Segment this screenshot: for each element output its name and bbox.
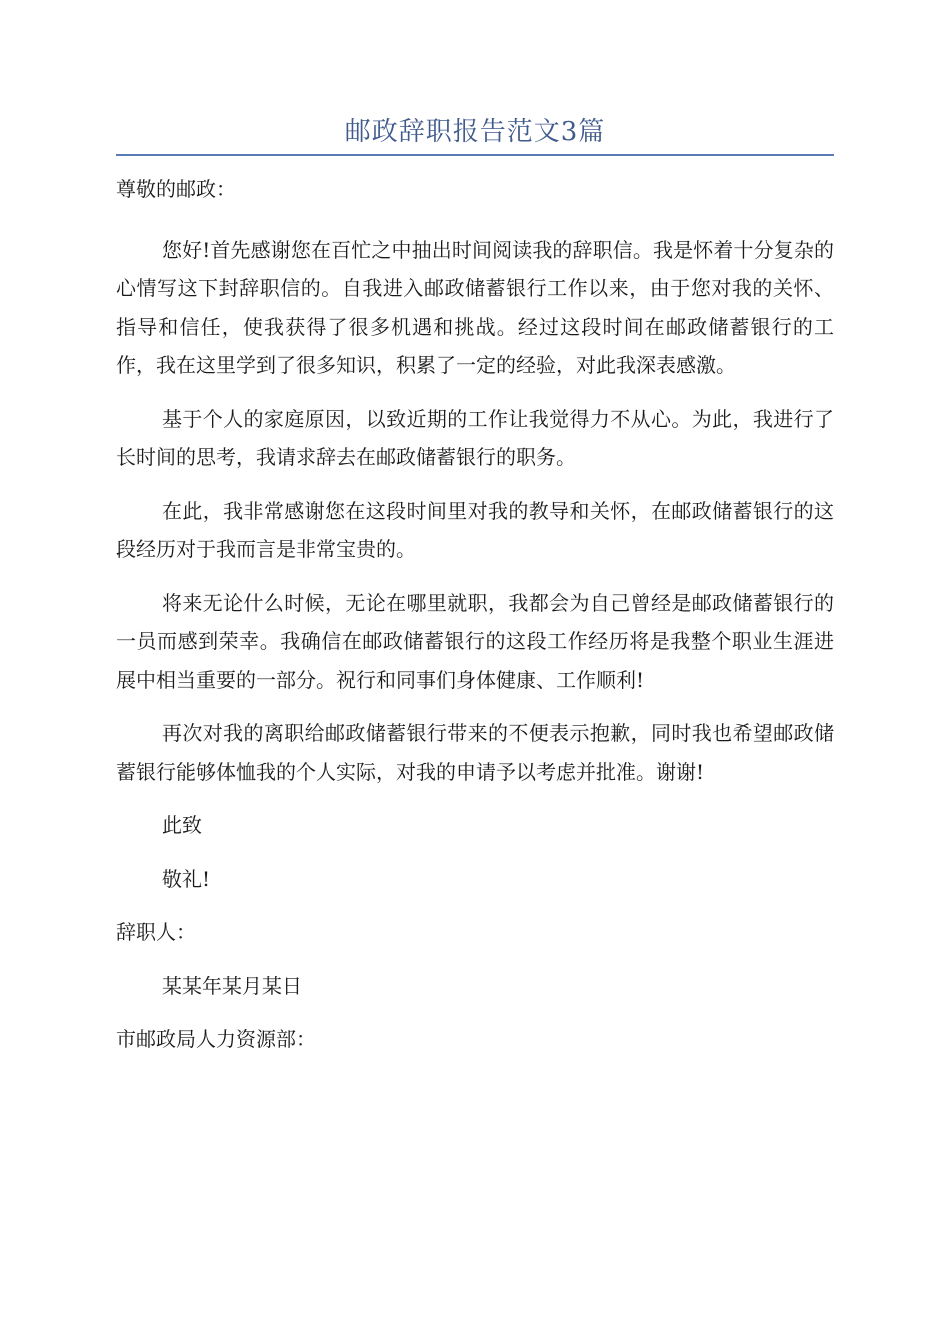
closing-line-2: 敬礼! [162, 866, 211, 891]
next-letter-salutation: 市邮政局人力资源部： [116, 1027, 316, 1051]
document-body [116, 148, 834, 1059]
document-title: 邮政辞职报告范文3篇 [344, 117, 606, 147]
paragraph-4: 将来无论什么时候，无论在哪里就职，我都会为自己曾经是邮政储蓄银行的一员而感到荣幸。我确信在邮政储蓄银行的这段工作经历将是我整个职业生涯进展中相当重要的一部分。祝行和同事们身体健康、工作顺利! [116, 590, 834, 692]
paragraph-2: 基于个人的家庭原因，以致近期的工作让我觉得力不从心。为此，我进行了长时间的思考，我请求辞去在邮政储蓄银行的职务。 [116, 406, 834, 469]
signer-label: 辞职人： [116, 920, 196, 944]
signature-date: 某某年某月某日 [162, 973, 302, 998]
salutation: 尊敬的邮政： [116, 177, 236, 201]
paragraph-5: 再次对我的离职给邮政储蓄银行带来的不便表示抱歉，同时我也希望邮政储蓄银行能够体恤我的个人实际，对我的申请予以考虑并批准。谢谢! [116, 721, 834, 784]
paragraph-3: 在此，我非常感谢您在这段时间里对我的教导和关怀，在邮政储蓄银行的这段经历对于我而言是非常宝贵的。 [116, 498, 834, 561]
closing-line-1: 此致 [162, 813, 202, 837]
paragraph-1: 您好!首先感谢您在百忙之中抽出时间阅读我的辞职信。我是怀着十分复杂的心情写这下封辞职信的。自我进入邮政储蓄银行工作以来，由于您对我的关怀、指导和信任，使我获得了很多机遇和挑战。经过这段时间在邮政储蓄银行的工作，我在这里学到了很多知识，积累了一定的经验，对此我深表感激。 [116, 237, 834, 377]
